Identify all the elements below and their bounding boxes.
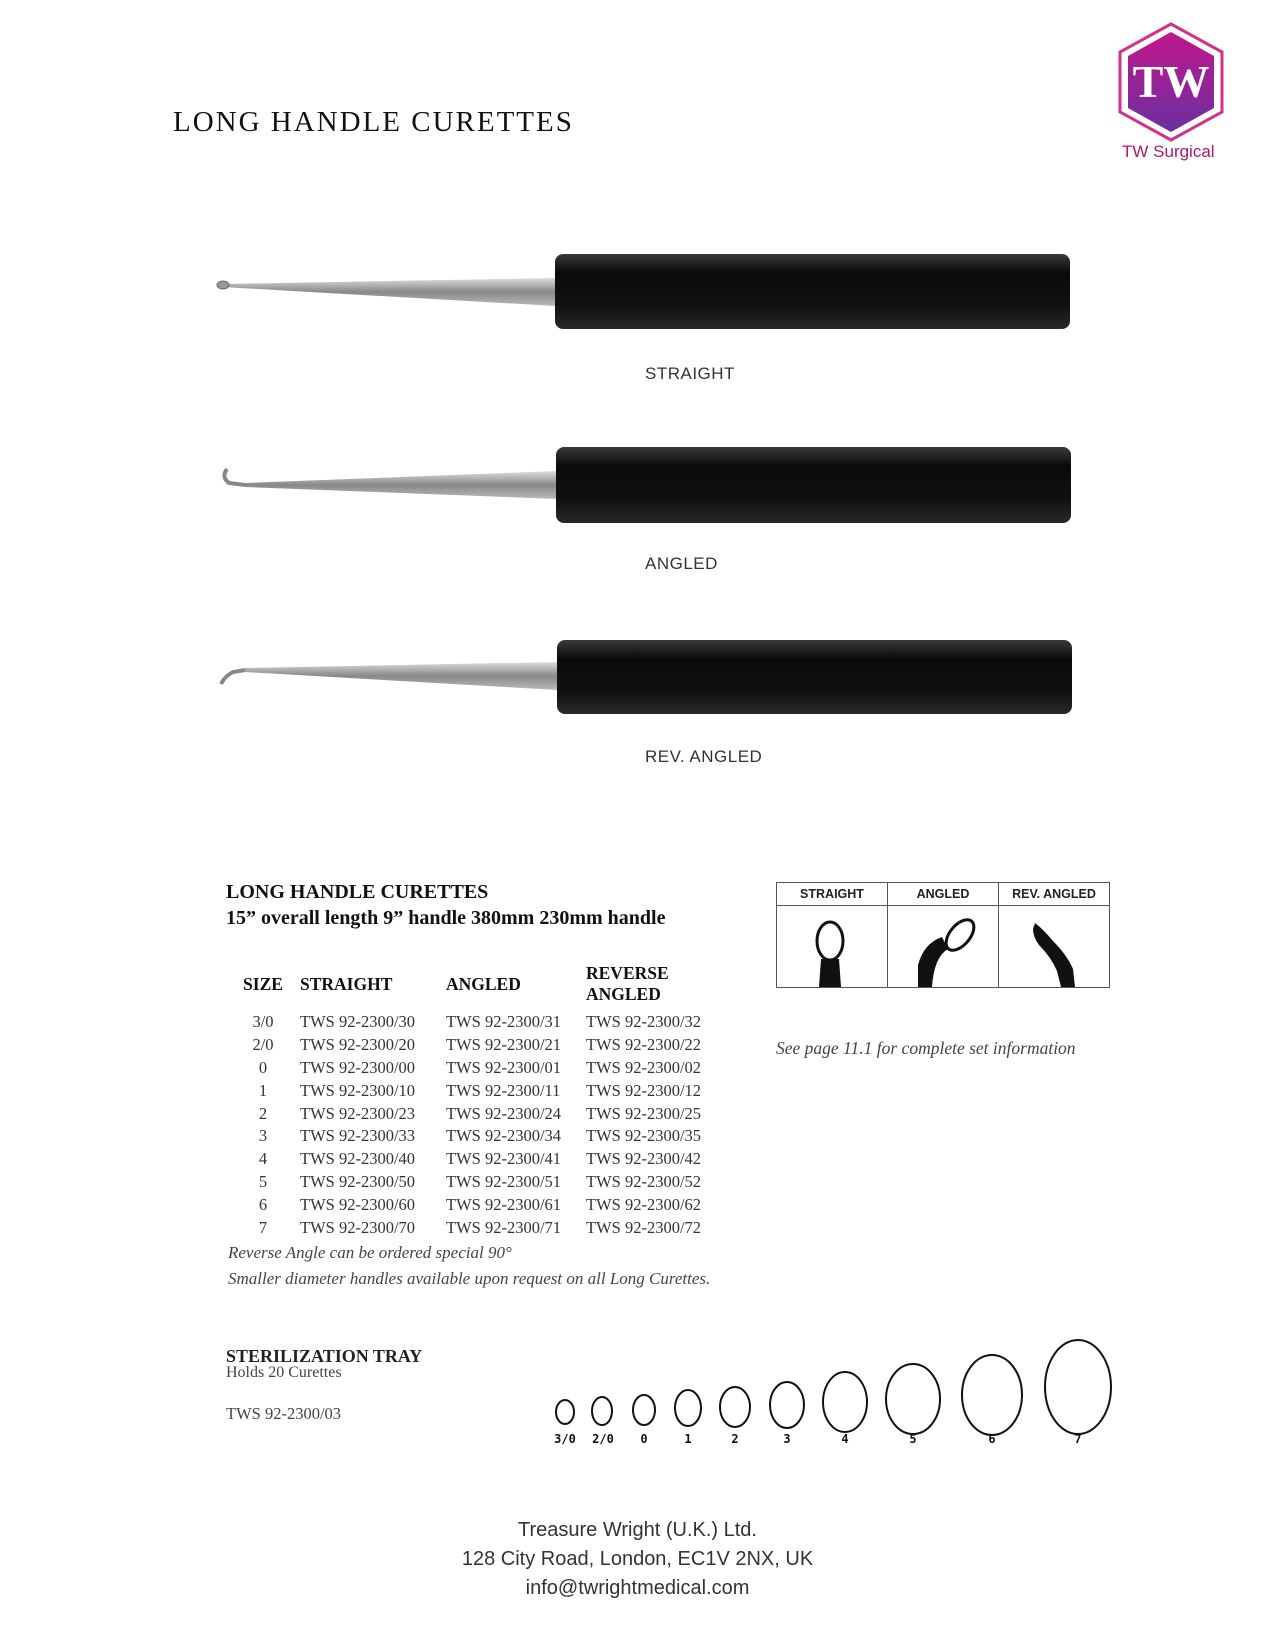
angled-code-cell: TWS 92-2300/01 (446, 1057, 562, 1077)
table-row (226, 1034, 746, 1057)
instrument-label-reverse-angled: REV. ANGLED (645, 747, 763, 766)
size-label: 3/0 (554, 1432, 576, 1445)
size-scale-diagram (545, 1315, 1125, 1445)
straight-code-cell: TWS 92-2300/50 (300, 1171, 416, 1191)
size-label: 7 (1074, 1432, 1082, 1445)
brand-name: TW Surgical (1122, 142, 1215, 161)
angled-code-cell: TWS 92-2300/51 (446, 1171, 562, 1191)
page-title: LONG HANDLE CURETTES (173, 106, 574, 138)
size-cell: 0 (258, 1057, 268, 1077)
tip-header-angled: ANGLED (888, 883, 998, 906)
straight-curette-photo (215, 254, 1115, 338)
instrument-label-angled: ANGLED (645, 554, 718, 573)
size-label: 0 (640, 1432, 648, 1445)
tip-header-straight: STRAIGHT (777, 883, 887, 906)
size-cell: 7 (258, 1217, 268, 1237)
note-reverse-angle: Reverse Angle can be ordered special 90° (228, 1243, 512, 1262)
size-cell: 1 (258, 1080, 268, 1100)
note-smaller-handles: Smaller diameter handles available upon request on all Long Curettes. (228, 1269, 711, 1288)
reverse-angled-code-cell: TWS 92-2300/35 (586, 1126, 702, 1146)
straight-code-cell: TWS 92-2300/20 (300, 1035, 416, 1055)
table-row (226, 1216, 746, 1239)
product-code-table (226, 963, 746, 1239)
size-ring-3-0 (556, 1400, 574, 1424)
size-ring-1 (675, 1390, 701, 1426)
size-cell: 5 (258, 1171, 268, 1191)
logo-mark: TW (1132, 56, 1210, 107)
straight-code-cell: TWS 92-2300/60 (300, 1194, 416, 1214)
straight-code-cell: TWS 92-2300/23 (300, 1103, 416, 1123)
reverse-angled-code-cell: TWS 92-2300/02 (586, 1057, 702, 1077)
reverse-angled-code-cell: TWS 92-2300/32 (586, 1012, 702, 1032)
tip-cell-angled (888, 883, 999, 987)
tray-code: TWS 92-2300/03 (226, 1404, 342, 1423)
table-row (226, 1171, 746, 1194)
angled-tip-icon (888, 907, 998, 987)
table-row (226, 1125, 746, 1148)
footer-address: 128 City Road, London, EC1V 2NX, UK (461, 1548, 814, 1570)
see-page-note: See page 11.1 for complete set information (776, 1038, 1076, 1058)
size-cell: 3/0 (252, 1012, 274, 1032)
angled-code-cell: TWS 92-2300/21 (446, 1035, 562, 1055)
spec-heading: LONG HANDLE CURETTES (226, 881, 489, 903)
table-row (226, 1193, 746, 1216)
tip-header-reverse-angled: REV. ANGLED (999, 883, 1109, 906)
angled-code-cell: TWS 92-2300/41 (446, 1149, 562, 1169)
size-label: 5 (909, 1432, 917, 1445)
size-ring-2-0 (592, 1397, 612, 1425)
straight-tip-icon (777, 907, 887, 987)
reverse-angled-code-cell: TWS 92-2300/62 (586, 1194, 702, 1214)
size-ring-7 (1045, 1340, 1111, 1434)
size-ring-5 (886, 1364, 940, 1434)
table-row (226, 1057, 746, 1080)
reverse-angled-code-cell: TWS 92-2300/25 (586, 1103, 702, 1123)
table-row (226, 1102, 746, 1125)
footer-email[interactable]: info@twrightmedical.com (525, 1577, 750, 1599)
size-ring-4 (823, 1372, 867, 1432)
size-cell: 3 (258, 1126, 268, 1146)
size-label: 4 (841, 1432, 849, 1445)
size-cell: 4 (258, 1149, 268, 1169)
size-cell: 2 (258, 1103, 268, 1123)
reverse-angled-code-cell: TWS 92-2300/22 (586, 1035, 702, 1055)
size-label: 2 (731, 1432, 739, 1445)
tip-diagram (776, 882, 1110, 988)
table-header-row (226, 963, 746, 1011)
angled-code-cell: TWS 92-2300/71 (446, 1217, 562, 1237)
size-ring-2 (720, 1387, 750, 1427)
straight-code-cell: TWS 92-2300/10 (300, 1080, 416, 1100)
size-ring-6 (962, 1355, 1022, 1435)
column-header-straight: STRAIGHT (300, 973, 393, 994)
straight-code-cell: TWS 92-2300/30 (300, 1012, 416, 1032)
reverse-angled-code-cell: TWS 92-2300/42 (586, 1149, 702, 1169)
column-header-angled: ANGLED (446, 973, 521, 994)
angled-code-cell: TWS 92-2300/24 (446, 1103, 562, 1123)
size-label: 3 (783, 1432, 791, 1445)
size-label: 6 (988, 1432, 996, 1445)
tray-subtitle: Holds 20 Curettes (226, 1364, 342, 1381)
tip-cell-straight (777, 883, 888, 987)
column-header-size: SIZE (243, 973, 283, 994)
angled-curette-photo (215, 447, 1115, 531)
size-ring-0 (633, 1395, 655, 1425)
size-label: 2/0 (592, 1432, 614, 1445)
reverse-angled-code-cell: TWS 92-2300/12 (586, 1080, 702, 1100)
straight-code-cell: TWS 92-2300/33 (300, 1126, 416, 1146)
straight-code-cell: TWS 92-2300/70 (300, 1217, 416, 1237)
footer-company: Treasure Wright (U.K.) Ltd. (518, 1519, 757, 1541)
size-cell: 6 (258, 1194, 268, 1214)
reverse-angled-code-cell: TWS 92-2300/52 (586, 1171, 702, 1191)
size-cell: 2/0 (252, 1035, 274, 1055)
tip-cell-reverse-angled (999, 883, 1109, 987)
angled-code-cell: TWS 92-2300/11 (446, 1080, 561, 1100)
spec-dimensions: 15” overall length 9” handle 380mm 230mm handle (226, 907, 666, 929)
logo-hexagon-icon (1116, 22, 1226, 142)
angled-code-cell: TWS 92-2300/61 (446, 1194, 562, 1214)
angled-code-cell: TWS 92-2300/34 (446, 1126, 562, 1146)
angled-code-cell: TWS 92-2300/31 (446, 1012, 562, 1032)
size-label: 1 (684, 1432, 692, 1445)
instrument-label-straight: STRAIGHT (645, 364, 735, 383)
tw-surgical-logo (1116, 22, 1236, 146)
reverse-angled-code-cell: TWS 92-2300/72 (586, 1217, 702, 1237)
straight-code-cell: TWS 92-2300/00 (300, 1057, 416, 1077)
straight-code-cell: TWS 92-2300/40 (300, 1149, 416, 1169)
table-row (226, 1079, 746, 1102)
reverse-angled-tip-icon (999, 907, 1109, 987)
size-ring-3 (770, 1382, 804, 1428)
table-row (226, 1148, 746, 1171)
table-row (226, 1011, 746, 1034)
column-header-reverse-angled: REVERSE ANGLED (586, 963, 669, 1004)
tray-title: STERILIZATION TRAY (226, 1346, 423, 1366)
reverse-angled-curette-photo (215, 640, 1115, 724)
